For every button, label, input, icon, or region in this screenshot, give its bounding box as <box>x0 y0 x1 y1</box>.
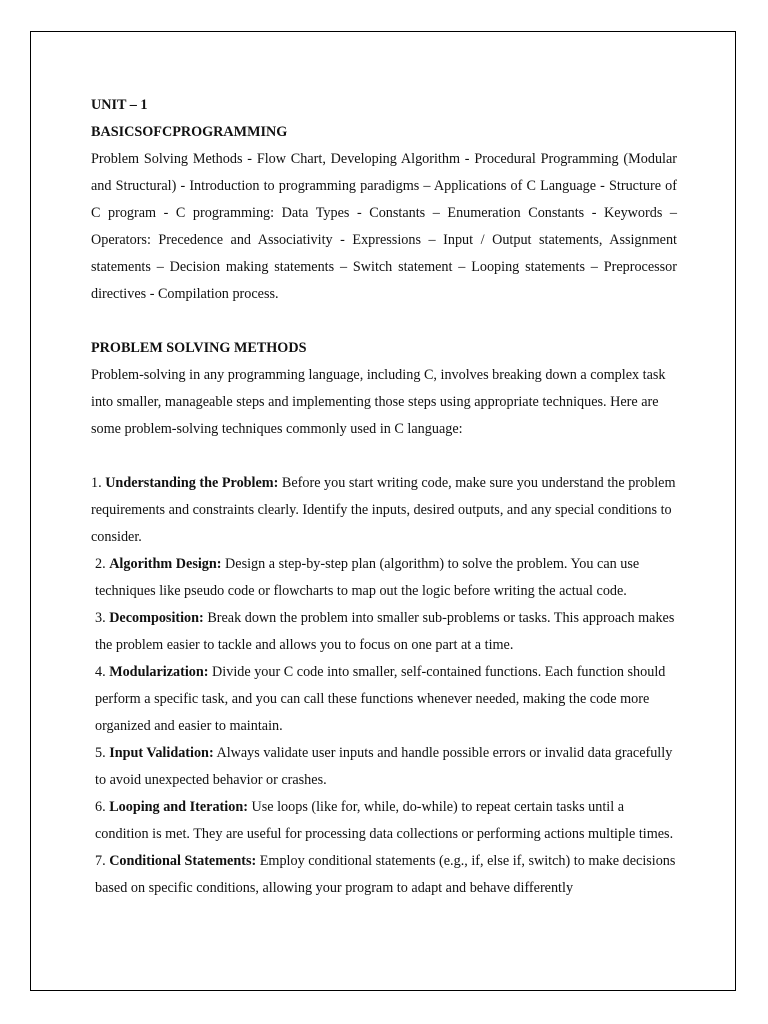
document-page <box>30 31 736 991</box>
unit-label: UNIT – 1 <box>91 97 148 113</box>
item-title: Input Validation: <box>109 745 214 761</box>
item-number: 7. <box>95 853 106 869</box>
item-number: 1. <box>91 475 102 491</box>
item-text: Employ conditional statements (e.g., if, else if, switch) to make decisions based on specific conditions, allowing your program to adapt and behave differently <box>95 853 676 896</box>
item-title: Algorithm Design: <box>109 556 222 572</box>
item-number: 3. <box>95 610 106 626</box>
item-text: Before you start writing code, make sure you understand the problem requirements and constraints clearly. Identify the inputs, desired outputs, and any special conditions to consider. <box>91 475 676 545</box>
item-text: Always validate user inputs and handle possible errors or invalid data gracefully to avoid unexpected behavior or crashes. <box>95 745 673 788</box>
section-heading: PROBLEM SOLVING METHODS <box>91 340 307 356</box>
item-text: Break down the problem into smaller sub-problems or tasks. This approach makes the problem easier to tackle and allows you to focus on one part at a time. <box>95 610 675 653</box>
item-title: Looping and Iteration: <box>109 799 248 815</box>
list-item <box>91 470 677 551</box>
item-title: Modularization: <box>109 664 209 680</box>
list-item <box>91 605 677 659</box>
item-text: Divide your C code into smaller, self-contained functions. Each function should perform a specific task, and you can call these functions whenever needed, making the code more organized and easier to maintain. <box>95 664 666 734</box>
item-number: 5. <box>95 745 106 761</box>
unit-title: BASICSOFCPROGRAMMING <box>91 124 288 140</box>
list-item <box>91 551 677 605</box>
list-item <box>91 848 677 902</box>
list-item <box>91 659 677 740</box>
item-title: Decomposition: <box>109 610 204 626</box>
item-title: Conditional Statements: <box>109 853 257 869</box>
item-text: Design a step-by-step plan (algorithm) to solve the problem. You can use techniques like pseudo code or flowcharts to map out the logic before writing the actual code. <box>95 556 640 599</box>
section-spacer <box>91 308 677 335</box>
techniques-list <box>91 470 677 902</box>
item-number: 2. <box>95 556 106 572</box>
page-content <box>91 92 677 902</box>
item-number: 4. <box>95 664 106 680</box>
item-title: Understanding the Problem: <box>105 475 279 491</box>
list-item <box>91 740 677 794</box>
item-number: 6. <box>95 799 106 815</box>
section-intro: Problem-solving in any programming language, including C, involves breaking down a complex task into smaller, manageable steps and implementing those steps using appropriate techniques. Here are some problem-solving techniques commonly used in C language: <box>91 367 666 437</box>
list-item <box>91 794 677 848</box>
list-spacer <box>91 443 677 470</box>
item-text: Use loops (like for, while, do-while) to repeat certain tasks until a condition is met. They are useful for processing data collections or performing actions multiple times. <box>95 799 674 842</box>
unit-syllabus: Problem Solving Methods - Flow Chart, Developing Algorithm - Procedural Programming (Modular and Structural) - Introduction to programming paradigms – Applications of C Language - Structure of C program - C programming: Data Types - Constants – Enumeration Constants - Keywords – Operators: Precedence and Associativity - Expressions – Input / Output statements, Assignment statements – Decision making statements – Switch statement – Looping statements – Preprocessor directives - Compilation process. <box>91 151 677 302</box>
